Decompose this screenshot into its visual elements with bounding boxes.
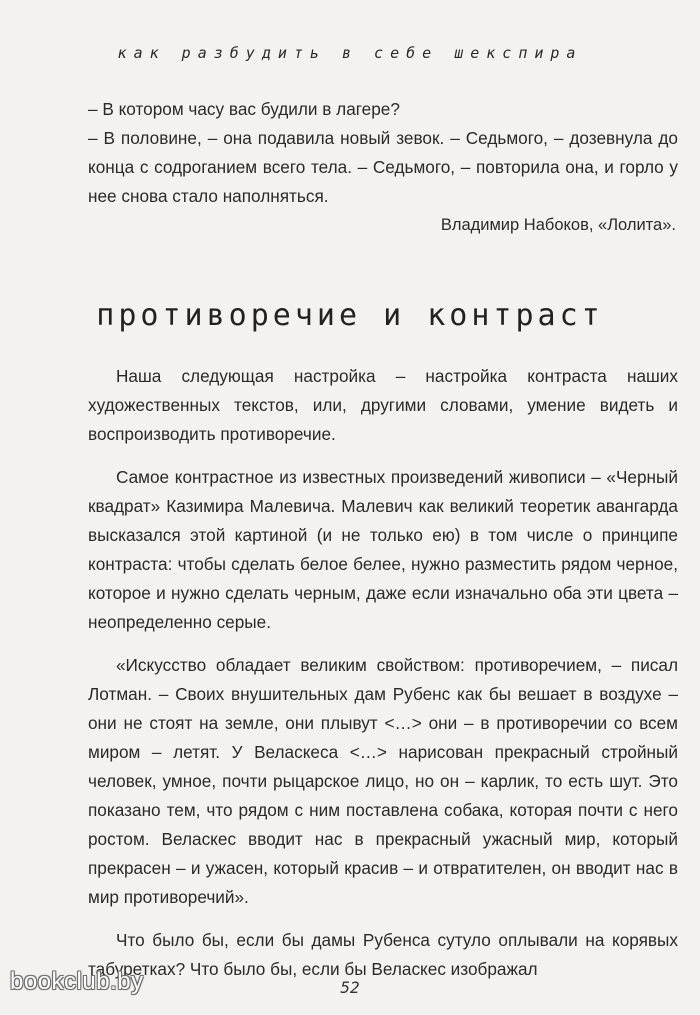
paragraph: Что было бы, если бы дамы Рубенса сутуло оплывали на корявых табуретках? Что было бы, если бы Веласкес изображал [88,930,678,979]
body-text [88,362,678,998]
paragraph: Самое контрастное из известных произведений живописи – «Черный квадрат» Казимира Малевича. Малевич как великий теоретик авангарда высказался этой картиной (и не только ею) в том числе о принципе контраста: чтобы сделать белое белее, нужно разместить рядом черное, которое и нужно сделать черным, даже если изначально оба эти цвета – неопределенно серые. [88,467,678,632]
epigraph-attribution: Владимир Набоков, «Лолита». [440,216,676,234]
epigraph-line-1: – В котором часу вас будили в лагере? [88,99,400,119]
watermark: bookclub.by [10,968,144,995]
epigraph-dialog [88,95,678,211]
epigraph-line-2: – В половине, – она подавила новый зевок. – Седьмого, – дозевнула до конца с содроганием всего тела. – Седьмого, – повторила она, и горло у нее снова стало наполняться. [88,128,678,206]
paragraph: «Искусство обладает великим свойством: противоречием, – писал Лотман. – Своих внушительных дам Рубенс как бы вешает в воздухе – они не стоят на земле, они плывут <…> они – в противоречии со всем миром – летят. У Веласкеса <…> нарисован прекрасный стройный человек, умное, почти рыцарское лицо, но он – карлик, то есть шут. Это показано тем, что рядом с ним поставлена собака, которая почти с него ростом. Веласкес вводит нас в прекрасный ужасный мир, который прекрасен – и ужасен, который красив – и отвратителен, он вводит нас в мир противоречий». [88,655,678,907]
page-number: 52 [340,978,360,997]
paragraph: Наша следующая настройка – настройка контраста наших художественных текстов, или, другими словами, умение видеть и воспроизводить противоречие. [88,366,678,444]
running-header: как разбудить в себе шекспира [117,44,583,62]
section-title: противоречие и контраст [96,298,604,333]
